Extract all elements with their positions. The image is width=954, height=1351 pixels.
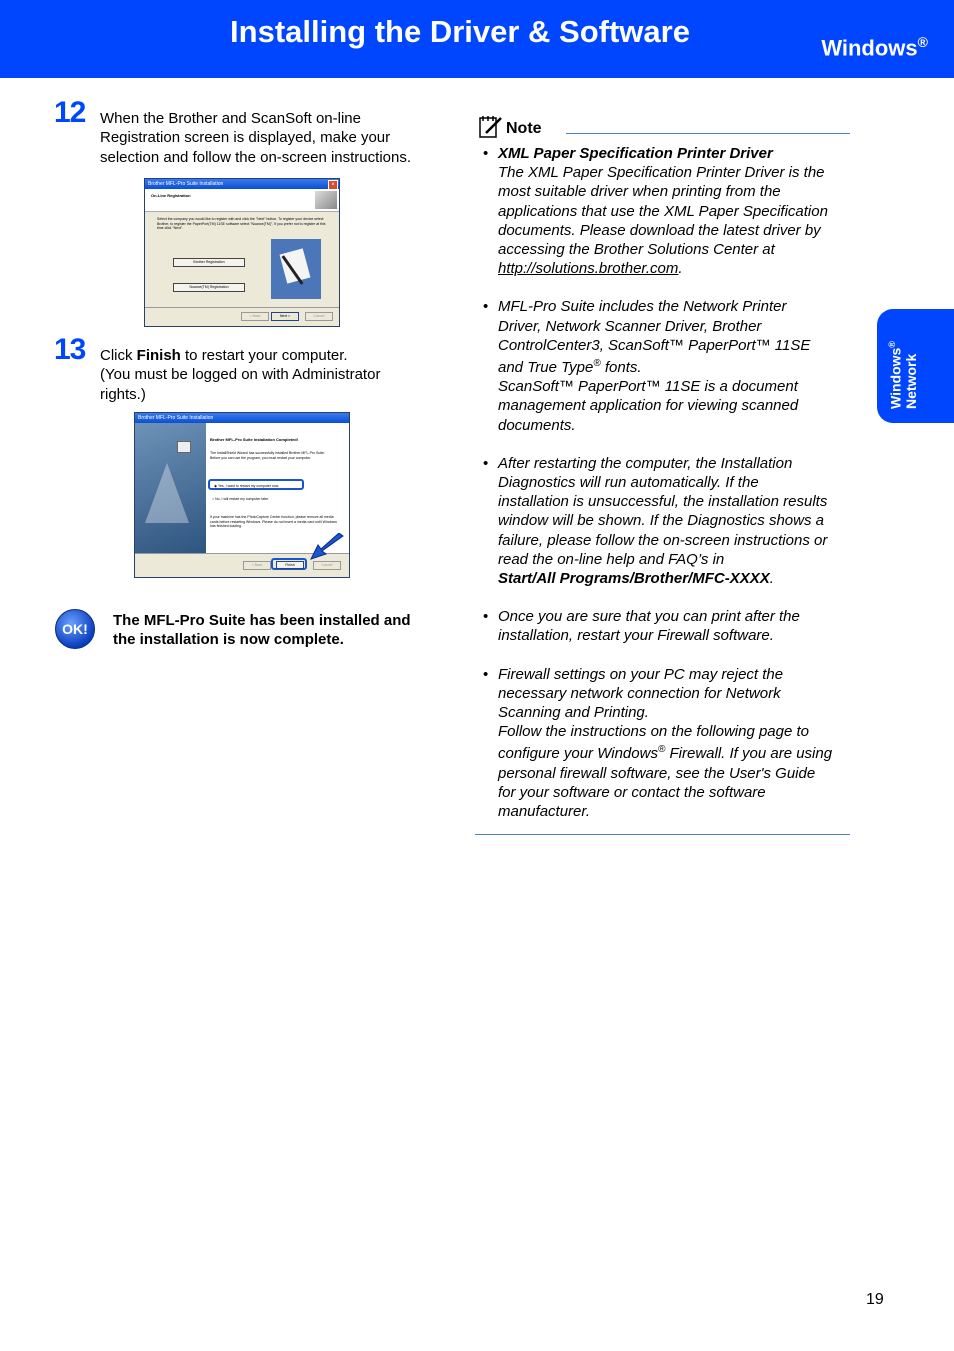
note-line: • After restarting the computer, the Installation: [498, 454, 793, 472]
section-tab: [877, 309, 954, 423]
completion-line: the installation is now complete.: [113, 631, 344, 648]
note-line: • Firewall settings on your PC may reject the: [498, 665, 784, 683]
completion-message: [113, 611, 443, 649]
ok-badge-icon: OK!: [55, 609, 95, 649]
link-end: .: [678, 260, 683, 278]
completion-line: The MFL-Pro Suite has been installed and: [113, 612, 411, 629]
window-titlebar: [145, 179, 339, 189]
next-button[interactable]: Next >: [271, 312, 299, 321]
registered-mark: ®: [593, 358, 601, 370]
note-line: The XML Paper Specification Printer Driver is the: [498, 164, 825, 182]
note-line: applications that use the XML Paper Specification: [498, 202, 828, 220]
step-13-line: [100, 346, 440, 365]
step-12-line: When the Brother and ScanSoft on-line: [100, 110, 361, 127]
back-button[interactable]: < Back: [241, 312, 269, 321]
window-title: Brother MFL-Pro Suite Installation: [138, 415, 214, 421]
step-12-line: selection and follow the on-screen instructions.: [100, 148, 412, 166]
note-line-text: configure your Windows: [498, 745, 658, 763]
section-tab-line1: Windows: [887, 347, 904, 409]
note-line: documents. Please download the latest driver by: [498, 221, 821, 239]
note-line: management application for viewing scanned: [498, 397, 799, 415]
note-line: documents.: [498, 416, 576, 434]
note-line: [498, 744, 852, 763]
os-label: [821, 34, 928, 61]
page-number: 19: [866, 1291, 884, 1308]
note-item-diagnostics: [480, 454, 852, 588]
note-line: [498, 358, 852, 377]
registered-mark: ®: [657, 744, 666, 756]
dialog-heading: On-Line Registration: [151, 193, 191, 198]
note-item-restart-firewall: [480, 607, 852, 645]
registered-mark: ®: [917, 34, 928, 50]
divider: [145, 307, 339, 308]
sail-graphic: [145, 463, 189, 523]
note-line: necessary network connection for Network: [498, 684, 781, 702]
page-title: Installing the Driver & Software: [230, 14, 690, 49]
step-13-text-pre: Click: [100, 347, 137, 364]
step-13-line: (You must be logged on with Administrator: [100, 366, 381, 384]
document-icon: [280, 248, 311, 283]
section-tab-text: [885, 341, 919, 409]
note-line: Diagnostics will run automatically. If the: [498, 474, 759, 492]
note-line: [498, 569, 852, 588]
step-number-13: 13: [54, 333, 86, 366]
note-header: [478, 115, 850, 139]
note-line: ScanSoft™ PaperPort™ 11SE is a document: [498, 378, 798, 396]
note-line: accessing the Brother Solutions Center at: [498, 241, 775, 259]
note-line: failure, please follow the on-screen instructions or: [498, 531, 828, 549]
note-item-firewall-settings: [480, 665, 852, 822]
step-13-text: [100, 346, 440, 404]
os-label-text: Windows: [821, 35, 918, 61]
step-13-text-post: to restart your computer.: [180, 347, 348, 364]
window-titlebar: [135, 413, 349, 423]
solutions-center-link[interactable]: http://solutions.brother.com: [498, 260, 679, 278]
note-line: • Once you are sure that you can print after the: [498, 608, 800, 626]
restart-later-option[interactable]: ○ No, I will restart my computer later.: [212, 497, 269, 501]
note-line: Driver, Network Scanner Driver, Brother: [498, 317, 762, 335]
note-icon: [478, 115, 504, 139]
section-tab-line2: Network: [902, 353, 919, 409]
restart-now-option[interactable]: ◉ Yes, I want to restart my computer now.: [208, 479, 304, 490]
finish-button[interactable]: Finish: [276, 561, 304, 569]
finish-term: Finish: [136, 347, 181, 364]
note-line: read the on-line help and FAQ’s in: [498, 550, 725, 568]
path-end: .: [769, 570, 774, 588]
close-icon: ×: [328, 180, 338, 190]
note-header-rule: [566, 133, 850, 134]
note-line: most suitable driver when printing from the: [498, 183, 781, 201]
note-line: ControlCenter3, ScanSoft™ PaperPort™ 11SE: [498, 336, 811, 354]
note-line-text: fonts.: [600, 359, 642, 377]
step-12-line: Registration screen is displayed, make your: [100, 129, 391, 147]
note-item-mfl-pro-contents: [480, 297, 852, 434]
wizard-side-graphic: [135, 423, 206, 553]
arrow-icon: [309, 533, 345, 561]
dialog-heading: Brother MFL-Pro Suite Installation Completed!: [210, 437, 299, 442]
note-item-xml-driver: [480, 144, 852, 278]
note-line: [498, 259, 852, 278]
cancel-button[interactable]: Cancel: [305, 312, 333, 321]
note-line: personal firewall software, see the User's Guide: [498, 764, 816, 782]
brother-registration-button[interactable]: Brother Registration: [173, 258, 245, 267]
note-label: Note: [506, 120, 542, 137]
note-line: for your software or contact the software: [498, 783, 766, 801]
page-header: [0, 0, 954, 78]
installation-complete-screenshot: [134, 412, 350, 578]
registered-mark: ®: [887, 341, 897, 348]
dialog-body: The InstallShield Wizard has successfully installed Brother MFL-Pro Suite. Before you can use the program, you must restart your computer.: [210, 451, 325, 460]
step-number-12: 12: [54, 96, 86, 129]
nuance-registration-button[interactable]: Nuance(TM) Registration: [173, 283, 245, 292]
registration-illustration: [271, 239, 321, 299]
note-line: manufacturer.: [498, 803, 590, 821]
cancel-button[interactable]: Cancel: [313, 561, 341, 570]
dialog-banner: [145, 189, 339, 212]
step-12-text: [100, 109, 440, 167]
note-item-title: • XML Paper Specification Printer Driver: [498, 145, 773, 162]
window-title: Brother MFL-Pro Suite Installation: [148, 181, 224, 187]
media-card-warning: If your machine has the PhotoCapture Center function, please remove all media cards before restarting Windows. Please do not insert a media card until Windows has finished loading.: [210, 515, 337, 529]
back-button[interactable]: < Back: [243, 561, 271, 570]
computer-icon: [177, 441, 191, 453]
note-line: Scanning and Printing.: [498, 704, 649, 722]
note-line: • MFL-Pro Suite includes the Network Printer: [498, 298, 787, 316]
note-line-text: and True Type: [498, 359, 594, 377]
registration-screenshot: [144, 178, 340, 327]
step-13-line: rights.): [100, 385, 146, 403]
dialog-body: Select the company you would like to register with and click the "Next" button. To register your device select Brother, to register the PaperPort(TM) 11SE software select "Nuance(TM)". If you prefer not to register at this time click "Next".: [157, 217, 326, 230]
note-line: window will be shown. If the Diagnostics shows a: [498, 512, 824, 530]
start-menu-path: Start/All Programs/Brother/MFC-XXXX: [498, 570, 770, 588]
restart-later-label: No, I will restart my computer later.: [215, 497, 269, 501]
note-line: installation is unsuccessful, the installation results: [498, 493, 828, 511]
note-footer-rule: [475, 834, 850, 835]
restart-now-label: Yes, I want to restart my computer now.: [217, 484, 280, 488]
note-list: [480, 144, 852, 840]
note-line-text: Firewall. If you are using: [665, 745, 833, 763]
banner-graphic: [315, 191, 337, 209]
note-line: Follow the instructions on the following page to: [498, 723, 810, 741]
note-line: installation, restart your Firewall software.: [498, 627, 774, 645]
